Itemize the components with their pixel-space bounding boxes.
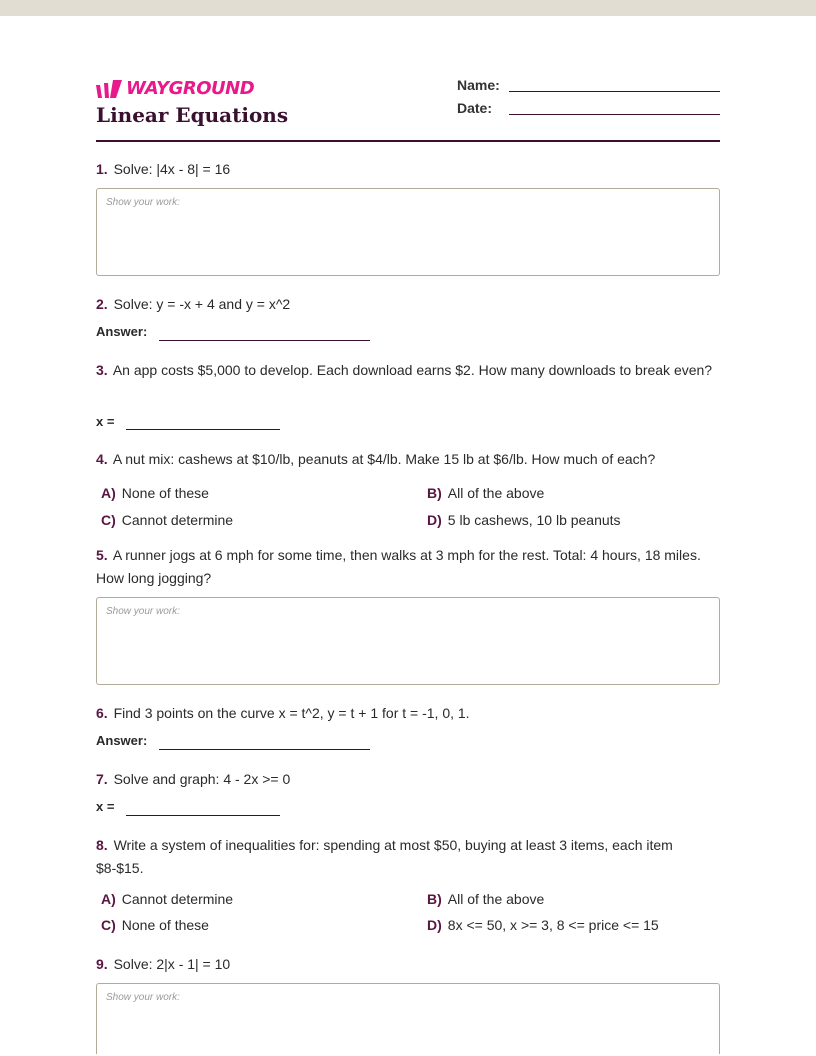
work-placeholder: Show your work: — [106, 606, 180, 617]
question-4 — [96, 448, 720, 528]
option-text: Cannot determine — [121, 891, 234, 907]
option-d[interactable] — [427, 917, 659, 933]
brand-name: WAYGROUND — [126, 78, 255, 99]
date-field[interactable] — [509, 114, 720, 115]
option-d[interactable] — [427, 512, 621, 528]
question-text — [96, 359, 720, 382]
work-box[interactable] — [96, 983, 720, 1054]
worksheet-page — [96, 76, 720, 1003]
option-letter: B) — [427, 485, 442, 501]
work-box[interactable] — [96, 597, 720, 685]
question-7 — [96, 768, 720, 814]
question-prompt: Solve: 2|x - 1| = 10 — [113, 956, 231, 972]
worksheet-header — [96, 76, 720, 142]
top-bar — [0, 0, 816, 16]
option-c[interactable] — [101, 512, 233, 528]
question-text — [96, 768, 720, 791]
question-prompt: A nut mix: cashews at $10/lb, peanuts at $4/lb. Make 15 lb at $6/lb. How much of each? — [112, 451, 656, 467]
option-letter: C) — [101, 512, 116, 528]
answer-label: Answer: — [96, 324, 148, 339]
question-text — [96, 158, 720, 181]
question-text — [96, 834, 720, 879]
option-a[interactable] — [101, 891, 233, 907]
option-letter: A) — [101, 485, 116, 501]
question-text — [96, 702, 720, 725]
option-letter: D) — [427, 917, 442, 933]
option-text: None of these — [121, 917, 209, 933]
worksheet-title: Linear Equations — [96, 103, 289, 127]
option-letter: A) — [101, 891, 116, 907]
answer-label: x = — [96, 799, 115, 814]
question-prompt: Solve: y = -x + 4 and y = x^2 — [113, 296, 291, 312]
question-number: 7. — [96, 771, 108, 787]
option-text: All of the above — [447, 485, 545, 501]
question-prompt: A runner jogs at 6 mph for some time, then walks at 3 mph for the rest. Total: 4 hours, 18 miles. How long jogging? — [96, 547, 701, 586]
option-text: All of the above — [447, 891, 545, 907]
question-number: 2. — [96, 296, 108, 312]
question-number: 4. — [96, 451, 108, 467]
question-6 — [96, 702, 720, 748]
option-letter: B) — [427, 891, 442, 907]
question-number: 3. — [96, 362, 108, 378]
work-placeholder: Show your work: — [106, 197, 180, 208]
question-9 — [96, 953, 720, 1003]
name-field[interactable] — [509, 91, 720, 92]
question-number: 5. — [96, 547, 108, 563]
question-1 — [96, 158, 720, 208]
question-number: 6. — [96, 705, 108, 721]
question-text — [96, 293, 720, 316]
question-text — [96, 544, 720, 589]
option-text: 5 lb cashews, 10 lb peanuts — [447, 512, 621, 528]
question-prompt: Solve and graph: 4 - 2x >= 0 — [113, 771, 291, 787]
work-box[interactable] — [96, 188, 720, 276]
answer-field[interactable] — [126, 815, 280, 816]
option-b[interactable] — [427, 485, 544, 501]
answer-label: Answer: — [96, 733, 148, 748]
answer-field[interactable] — [159, 749, 370, 750]
brand-logo — [96, 78, 254, 99]
question-number: 1. — [96, 161, 108, 177]
option-b[interactable] — [427, 891, 544, 907]
option-c[interactable] — [101, 917, 209, 933]
answer-label: x = — [96, 414, 115, 429]
question-3 — [96, 359, 720, 429]
question-text — [96, 953, 720, 976]
name-label: Name: — [457, 77, 500, 93]
question-prompt: An app costs $5,000 to develop. Each download earns $2. How many downloads to break even? — [112, 362, 713, 378]
question-2 — [96, 293, 720, 339]
wayground-logo-icon — [96, 79, 124, 99]
option-letter: D) — [427, 512, 442, 528]
answer-field[interactable] — [126, 429, 280, 430]
question-number: 9. — [96, 956, 108, 972]
option-text: None of these — [121, 485, 209, 501]
work-placeholder: Show your work: — [106, 992, 180, 1003]
question-prompt: Find 3 points on the curve x = t^2, y = t + 1 for t = -1, 0, 1. — [113, 705, 470, 721]
student-info — [457, 77, 720, 123]
name-row — [457, 77, 720, 100]
question-text — [96, 448, 720, 471]
option-a[interactable] — [101, 485, 209, 501]
option-text: 8x <= 50, x >= 3, 8 <= price <= 15 — [447, 917, 659, 933]
question-5 — [96, 544, 720, 617]
option-text: Cannot determine — [121, 512, 234, 528]
answer-field[interactable] — [159, 340, 370, 341]
question-prompt: Write a system of inequalities for: spending at most $50, buying at least 3 items, each item $8-$15. — [96, 837, 673, 876]
date-row — [457, 100, 720, 123]
date-label: Date: — [457, 100, 493, 116]
question-prompt: Solve: |4x - 8| = 16 — [113, 161, 231, 177]
option-letter: C) — [101, 917, 116, 933]
question-number: 8. — [96, 837, 108, 853]
question-8 — [96, 834, 720, 933]
